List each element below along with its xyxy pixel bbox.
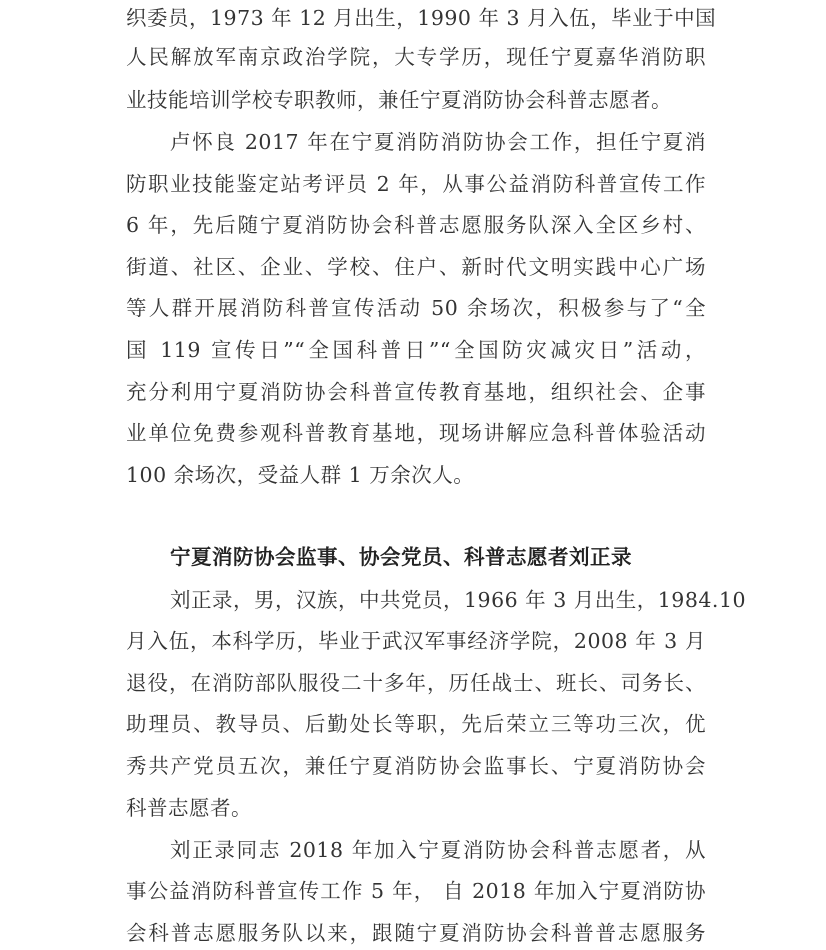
paragraph-line: 刘正录同志 2018 年加入宁夏消防协会科普志愿者，从 — [170, 838, 706, 862]
paragraph-line: 月入伍，本科学历，毕业于武汉军事经济学院，2008 年 3 月 — [126, 629, 706, 653]
paragraph-line: 织委员，1973 年 12 月出生，1990 年 3 月入伍，毕业于中国 — [126, 6, 717, 30]
paragraph-line: 街道、社区、企业、学校、住户、新时代文明实践中心广场 — [126, 255, 706, 279]
paragraph-line: 100 余场次，受益人群 1 万余次人。 — [126, 463, 475, 487]
paragraph-line: 助理员、教导员、后勤处长等职，先后荣立三等功三次，优 — [126, 712, 706, 736]
paragraph-line: 人民解放军南京政治学院，大专学历，现任宁夏嘉华消防职 — [126, 45, 706, 69]
paragraph-line: 国 119 宣传日”“全国科普日”“全国防灾减灾日”活动， — [126, 338, 706, 362]
paragraph-line: 秀共产党员五次，兼任宁夏消防协会监事长、宁夏消防协会 — [126, 754, 706, 778]
paragraph-line: 会科普志愿服务队以来，跟随宁夏消防协会科普普志愿服务 — [126, 921, 706, 945]
paragraph-line: 等人群开展消防科普宣传活动 50 余场次，积极参与了“全 — [126, 296, 706, 320]
paragraph-line: 业单位免费参观科普教育基地，现场讲解应急科普体验活动 — [126, 421, 706, 445]
paragraph-line: 防职业技能鉴定站考评员 2 年，从事公益消防科普宣传工作 — [126, 172, 706, 196]
paragraph-line: 6 年，先后随宁夏消防协会科普志愿服务队深入全区乡村、 — [126, 213, 706, 237]
paragraph-line: 刘正录，男，汉族，中共党员，1966 年 3 月出生，1984.10 — [170, 588, 747, 612]
paragraph-line: 充分利用宁夏消防协会科普宣传教育基地，组织社会、企事 — [126, 380, 706, 404]
paragraph-line: 业技能培训学校专职教师，兼任宁夏消防协会科普志愿者。 — [126, 88, 672, 112]
section-heading: 宁夏消防协会监事、协会党员、科普志愿者刘正录 — [170, 545, 632, 569]
paragraph-line: 退役，在消防部队服役二十多年，历任战士、班长、司务长、 — [126, 671, 706, 695]
paragraph-line: 科普志愿者。 — [126, 796, 252, 820]
paragraph-line: 卢怀良 2017 年在宁夏消防消防协会工作，担任宁夏消 — [170, 130, 706, 154]
paragraph-line: 事公益消防科普宣传工作 5 年， 自 2018 年加入宁夏消防协 — [126, 879, 706, 903]
